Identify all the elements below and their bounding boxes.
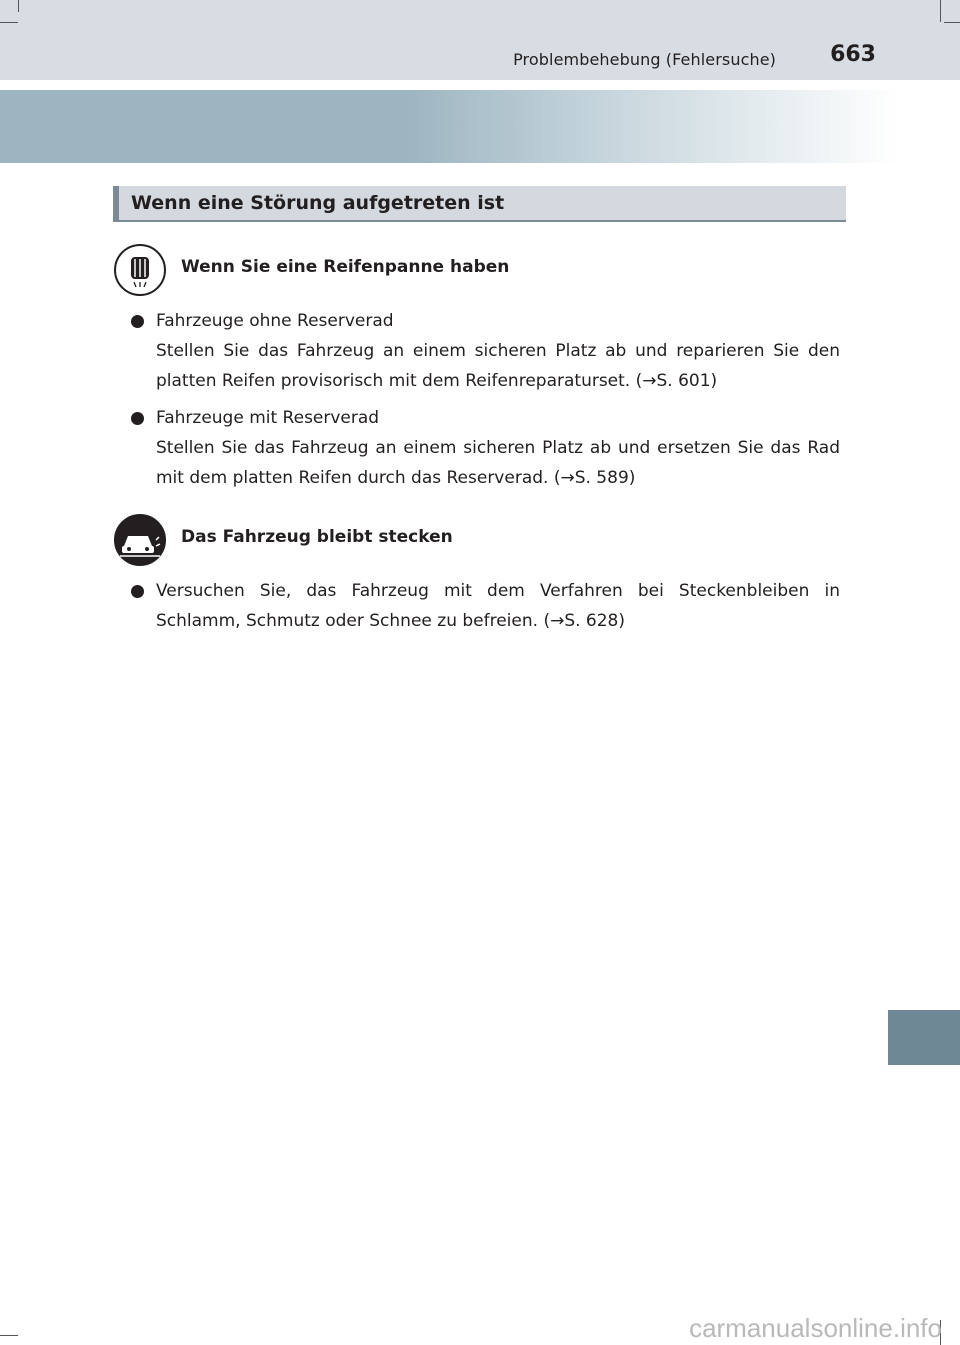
header-title: Problembehebung (Fehlersuche) [513, 50, 776, 69]
list-item-title: Fahrzeuge ohne Reserverad [156, 311, 394, 331]
list-item-body: Versuchen Sie, das Fahrzeug mit dem Verfahren bei Steckenbleiben in Schlamm, Schmutz oder Schnee zu befreien. (→S. 628) [156, 581, 840, 631]
crop-mark [18, 0, 19, 12]
crop-mark [944, 22, 960, 23]
subheading-flat-tire: Wenn Sie eine Reifenpanne haben [181, 257, 510, 277]
bullet-icon [131, 412, 144, 425]
list-item-title: Fahrzeuge mit Reserverad [156, 408, 380, 428]
section-title: Wenn eine Störung aufgetreten ist [131, 192, 505, 214]
bullet-icon [131, 315, 144, 328]
section-heading [113, 186, 846, 222]
stuck-car-icon [114, 514, 166, 566]
watermark: carmanualsonline.info [689, 1313, 942, 1343]
chapter-tab [888, 1010, 960, 1065]
page-number: 663 [830, 42, 876, 67]
crop-mark [0, 1335, 18, 1336]
crop-mark [940, 0, 941, 22]
crop-mark [0, 22, 18, 23]
decorative-band [0, 90, 900, 163]
page-header [0, 0, 960, 80]
list-item-body: Stellen Sie das Fahrzeug an einem sicheren Platz ab und reparieren Sie den platten Reifen provisorisch mit dem Reifenreparaturset. (→S. 601) [156, 341, 840, 391]
subheading-stuck: Das Fahrzeug bleibt stecken [181, 527, 453, 547]
bullet-icon [131, 585, 144, 598]
flat-tire-icon [114, 244, 166, 296]
list-item-body: Stellen Sie das Fahrzeug an einem sicheren Platz ab und ersetzen Sie das Rad mit dem platten Reifen durch das Reserverad. (→S. 589) [156, 438, 840, 488]
